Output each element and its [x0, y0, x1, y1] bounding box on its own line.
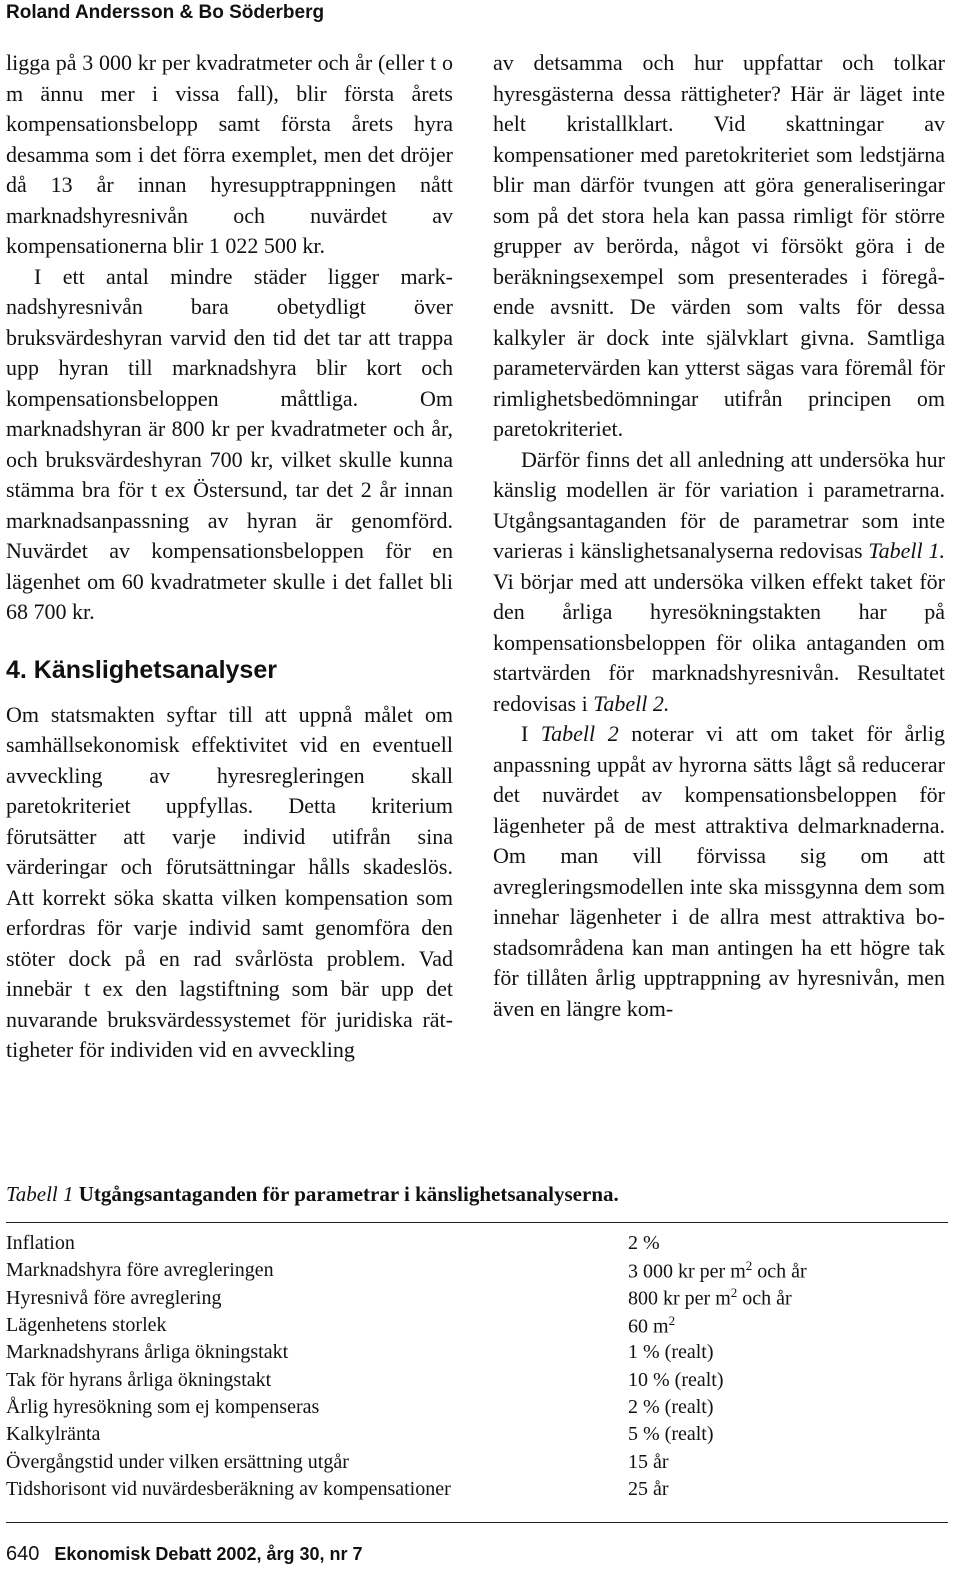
table-reference: Tabell 2	[540, 721, 619, 746]
value-text: 3 000 kr per m	[628, 1260, 746, 1283]
table-caption	[6, 1182, 619, 1207]
table-row	[6, 1448, 946, 1475]
table-cell-value	[628, 1423, 946, 1446]
table-cell-value	[628, 1258, 946, 1284]
table-row	[6, 1421, 946, 1448]
table-row	[6, 1339, 946, 1366]
value-text: 60 m	[628, 1315, 669, 1338]
paragraph-text: noterar vi att om taket för årlig anpassning uppåt av hyrorna sätts lågt så reducerar det nuvärdet av kompensationsbeloppen för lägenheter på de mest attraktiva delmarknaderna. Om man vill förvissa sig om att avregleringsmodellen inte ska missgynna dem som innehar lägenheter i de allra mest attraktiva bostadsområdena kan man antingen ha ett högre tak för tillåten årlig upptrappning av hyresnivån, men även en längre kom-	[493, 721, 945, 1021]
table-cell-parameter: Hyresnivå före avreglering	[6, 1286, 222, 1309]
table-cell-value	[628, 1369, 946, 1392]
value-text: 15 år	[628, 1450, 669, 1473]
table-cell-value	[628, 1313, 946, 1339]
table-row	[6, 1476, 946, 1503]
table-cell-value	[628, 1232, 946, 1255]
value-superscript: 2	[745, 1258, 753, 1274]
table-cell-value	[628, 1285, 946, 1311]
value-superscript: 2	[668, 1312, 676, 1328]
paragraph-text: Vi börjar med att undersöka vilken effekt taket för den årliga hyresökningstakten har på kompensationsbeloppen för olika antaganden om startvärden för marknadshyresnivån. Resultatet redovisas i	[493, 568, 945, 716]
value-text: 5 % (realt)	[628, 1423, 714, 1446]
table-cell-parameter: Kalkylränta	[6, 1423, 101, 1446]
table-cell-value	[628, 1478, 946, 1501]
value-text: 25 år	[628, 1477, 669, 1500]
table-reference: Tabell 2.	[593, 690, 670, 716]
journal-name: Ekonomisk Debatt 2002, årg 30, nr 7	[54, 1544, 363, 1564]
table-cell-parameter: Marknadshyrans årliga ökningstakt	[6, 1341, 289, 1364]
table-top-rule	[6, 1222, 948, 1223]
table-cell-value	[628, 1451, 946, 1474]
table-cell-parameter: Marknadshyra före avregleringen	[6, 1259, 274, 1282]
table-cell-value	[628, 1396, 946, 1419]
page-footer	[6, 1543, 363, 1566]
body-paragraph: ligga på 3 000 kr per kvadratmeter och år (eller t o m ännu mer i vissa fall), blir första årets kompensationsbelopp samt första årets hyra desamma som i det förra exemplet, men det dröjer då 13 år innan hyresupptrappningen nått marknadshyresnivån och nuvärdet av kompensationerna blir 1 022 500 kr.	[6, 50, 453, 258]
table-row	[6, 1230, 946, 1257]
left-column	[6, 48, 453, 1066]
value-text: 2 %	[628, 1232, 660, 1255]
value-superscript: 2	[730, 1285, 738, 1301]
table-row	[6, 1257, 946, 1284]
table-row	[6, 1394, 946, 1421]
table-cell-parameter: Tidshorisont vid nuvärdesberäkning av kompensationer	[6, 1477, 451, 1500]
table-caption-label: Tabell 1	[6, 1182, 74, 1206]
table-reference: Tabell 1.	[868, 538, 945, 563]
table-bottom-rule	[6, 1522, 948, 1523]
body-paragraph	[493, 445, 945, 720]
table-caption-title: Utgångsantaganden för parametrar i känslighetsanalyserna.	[78, 1182, 619, 1206]
value-text: 1 % (realt)	[628, 1341, 714, 1364]
value-suffix: och år	[752, 1260, 807, 1283]
table-cell-parameter: Årlig hyresökning som ej kompenseras	[6, 1395, 320, 1418]
table-row	[6, 1312, 946, 1339]
body-paragraph	[493, 719, 945, 1024]
table-cell-parameter: Inflation	[6, 1232, 75, 1255]
table-cell-parameter: Övergångstid under vilken ersättning utgår	[6, 1450, 349, 1473]
right-column	[493, 48, 945, 1024]
value-suffix: och år	[737, 1288, 792, 1311]
paragraph-text: Därför finns det all anledning att undersöka hur känslig modellen är för variation i parametrarna. Utgångsantaganden för de parametrar som inte varieras i känslighetsanalyserna redovisas	[493, 446, 945, 563]
table-cell-parameter: Tak för hyrans årliga ökningstakt	[6, 1368, 272, 1391]
running-head-authors: Roland Andersson & Bo Söderberg	[6, 2, 325, 23]
value-text: 800 kr per m	[628, 1288, 731, 1311]
table-row	[6, 1285, 946, 1312]
paragraph-text: I	[521, 721, 541, 746]
table-cell-parameter: Lägenhetens storlek	[6, 1314, 167, 1337]
page-number: 640	[6, 1543, 40, 1565]
body-paragraph: av detsamma och hur uppfattar och tolkar hyresgästerna dessa rättigheter? Här är läget inte helt kristallklart. Vid skattningar av kompensationer med paretokriteriet som ledstjärna blir man därför tvungen att göra generaliseringar som på det stora hela kan passa rimligt för större grupper av berörda, något vi försökt göra i de beräkningsexempel som presenterades i föregående avsnitt. De värden som valts för dessa kalkyler är dock inte självklart givna. Samtliga parametervärden kan ytterst sägas vara föremål för rimlighetsbedömningar utifrån principen om paretokriteriet.	[493, 50, 945, 441]
table-cell-value	[628, 1341, 946, 1364]
body-paragraph: Om statsmakten syftar till att uppnå målet om samhällsekonomisk effektivitet vid en eventuell avveckling av hyresregleringen skall paretokriteriet uppfyllas. Detta kriterium förutsätter att varje individ utifrån sina värderingar och förutsättningar hålls skadeslös. Att korrekt söka skatta vilken kompensation som erfordras för varje individ samt genomföra den stöter dock på en rad svårlösta problem. Vad innebär t ex den lagstiftning som bär upp det nuvarande bruksvärdessystemet för juridiska rättigheter för individen vid en avveckling	[6, 701, 453, 1062]
body-paragraph: I ett antal mindre städer ligger marknadshyresnivån bara obetydligt över bruksvärdeshyran varvid den tid det tar att trappa upp hyran till marknadshyra blir kort och kompensationsbeloppen måttliga. Om marknadshyran är 800 kr per kvadratmeter och år, och bruksvärdeshyran 700 kr, vilket skulle kunna stämma bra för t ex Östersund, tar det 2 år innan marknadsanpassning av hyran är genomförd. Nuvärdet av kompensationsbeloppen för en lägenhet om 60 kvadratmeter skulle i det fallet bli 68 700 kr.	[6, 263, 453, 624]
section-heading: 4. Känslighetsanalyser	[6, 655, 277, 684]
value-text: 2 % (realt)	[628, 1395, 714, 1418]
table-row	[6, 1366, 946, 1393]
parameter-table	[6, 1230, 946, 1503]
value-text: 10 % (realt)	[628, 1368, 724, 1391]
